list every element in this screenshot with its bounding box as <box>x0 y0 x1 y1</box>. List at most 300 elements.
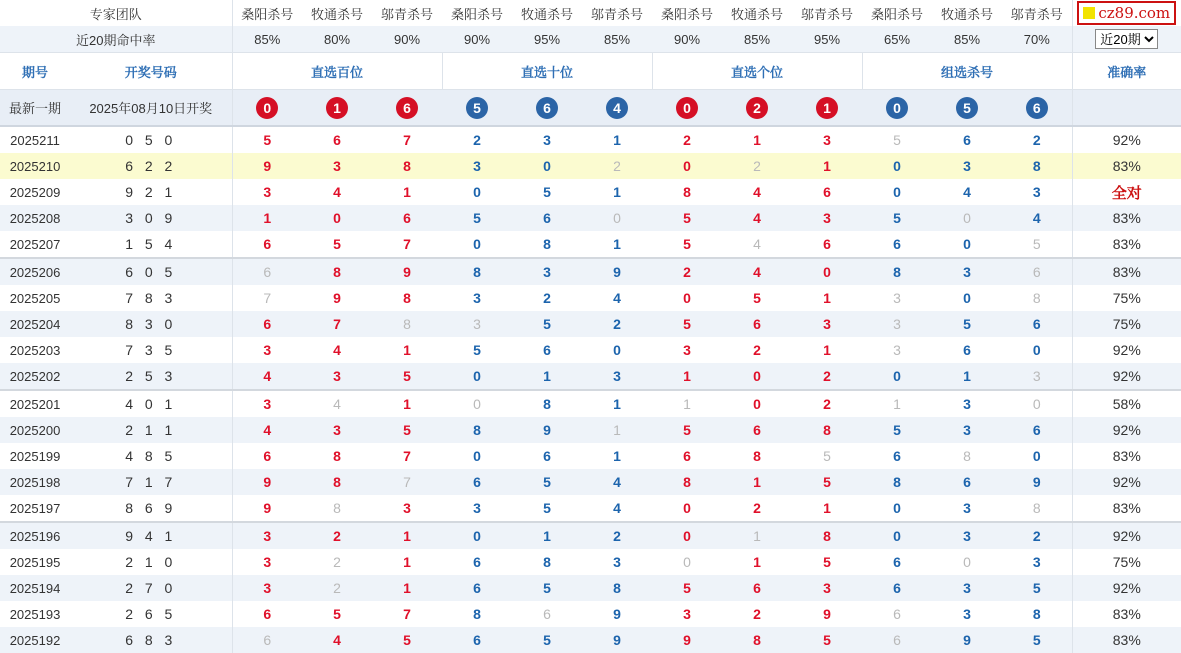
kill-number: 2 <box>473 132 481 148</box>
kill-number: 3 <box>442 311 512 337</box>
kill-number: 0 <box>683 290 691 306</box>
kill-number: 8 <box>302 469 372 495</box>
kill-number: 0 <box>932 205 1002 231</box>
draw-number: 1 5 4 <box>125 236 177 252</box>
kill-number: 1 <box>512 522 582 549</box>
latest-ball-cell <box>372 90 442 127</box>
latest-ball-cell <box>862 90 932 127</box>
kill-number: 3 <box>932 417 1002 443</box>
hit-rate: 85% <box>722 26 792 53</box>
group-header-hundreds: 直选百位 <box>232 53 442 90</box>
kill-number: 8 <box>512 390 582 417</box>
accuracy-value: 83% <box>1072 153 1181 179</box>
period-select-cell <box>1072 26 1181 53</box>
kill-number: 0 <box>963 290 971 306</box>
kill-number: 9 <box>932 627 1002 653</box>
kill-number: 3 <box>862 311 932 337</box>
kill-number: 5 <box>893 132 901 148</box>
kill-number: 6 <box>1002 311 1072 337</box>
latest-ball-cell <box>932 90 1002 127</box>
kill-number: 1 <box>613 236 621 252</box>
kill-number: 0 <box>473 184 481 200</box>
kill-number: 5 <box>473 342 481 358</box>
accuracy-value: 92% <box>1072 417 1181 443</box>
issue-number: 2025201 <box>0 390 70 417</box>
expert-name: 桑阳杀号 <box>862 0 932 26</box>
expert-name: 邬青杀号 <box>1002 0 1072 26</box>
kill-number: 8 <box>333 448 341 464</box>
draw-number: 4 0 1 <box>70 390 232 417</box>
kill-number: 0 <box>652 153 722 179</box>
kill-number: 4 <box>302 627 372 653</box>
kill-number: 4 <box>1002 205 1072 231</box>
kill-number: 8 <box>1032 606 1041 622</box>
number-ball: 0 <box>886 97 908 119</box>
issue-header: 期号 <box>0 53 70 90</box>
group-header-units: 直选个位 <box>652 53 862 90</box>
kill-number: 0 <box>442 390 512 417</box>
kill-number: 8 <box>442 417 512 443</box>
expert-name: 桑阳杀号 <box>652 0 722 26</box>
kill-number: 5 <box>862 205 932 231</box>
kill-number: 6 <box>333 132 341 148</box>
kill-number: 6 <box>862 575 932 601</box>
kill-number: 2 <box>722 153 792 179</box>
kill-number: 1 <box>613 132 621 148</box>
issue-number: 2025207 <box>9 236 61 252</box>
kill-number: 2 <box>582 522 652 549</box>
history-row <box>0 549 1181 575</box>
history-row <box>0 153 1181 179</box>
issue-number: 2025208 <box>0 205 70 231</box>
kill-number: 2 <box>543 290 551 306</box>
expert-name: 邬青杀号 <box>372 0 442 26</box>
hit-rate: 95% <box>792 26 862 53</box>
history-row <box>0 337 1181 363</box>
number-ball: 4 <box>606 97 628 119</box>
kill-number: 3 <box>442 153 512 179</box>
history-row <box>0 601 1181 627</box>
kill-number: 5 <box>652 311 722 337</box>
kill-number: 8 <box>1032 290 1041 306</box>
kill-number: 6 <box>823 236 831 252</box>
draw-number: 6 2 2 <box>70 153 232 179</box>
latest-issue-row <box>0 90 1181 127</box>
kill-number: 2 <box>652 258 722 285</box>
kill-number: 3 <box>1032 184 1041 200</box>
number-ball: 6 <box>1026 97 1048 119</box>
draw-number: 7 1 7 <box>70 469 232 495</box>
kill-number: 2 <box>1032 132 1041 148</box>
kill-number: 1 <box>372 390 442 417</box>
period-select[interactable] <box>1095 29 1158 49</box>
history-row <box>0 363 1181 390</box>
kill-number: 8 <box>792 522 862 549</box>
issue-number: 2025193 <box>9 606 61 622</box>
kill-number: 9 <box>613 606 621 622</box>
accuracy-value: 83% <box>1072 601 1181 627</box>
accuracy-value: 75% <box>1072 549 1181 575</box>
kill-number: 1 <box>792 153 862 179</box>
number-ball: 6 <box>396 97 418 119</box>
kill-number: 3 <box>473 500 481 516</box>
history-row <box>0 390 1181 417</box>
kill-number: 2 <box>753 500 761 516</box>
hit-rate: 95% <box>512 26 582 53</box>
kill-number: 4 <box>722 205 792 231</box>
kill-number: 4 <box>722 258 792 285</box>
kill-number: 4 <box>232 417 302 443</box>
hit-rate: 85% <box>232 26 302 53</box>
history-row <box>0 205 1181 231</box>
kill-number: 8 <box>753 448 761 464</box>
kill-number: 2 <box>792 390 862 417</box>
kill-number: 1 <box>722 469 792 495</box>
history-row <box>0 258 1181 285</box>
history-row <box>0 469 1181 495</box>
kill-number: 0 <box>512 153 582 179</box>
expert-name: 牧通杀号 <box>512 0 582 26</box>
kill-number: 6 <box>543 448 551 464</box>
accuracy-value: 83% <box>1072 627 1181 653</box>
kill-number: 0 <box>792 258 862 285</box>
issue-number: 2025197 <box>9 500 61 516</box>
kill-number: 3 <box>893 290 901 306</box>
expert-header-row <box>0 0 1181 26</box>
kill-number: 6 <box>442 575 512 601</box>
expert-name: 邬青杀号 <box>582 0 652 26</box>
kill-number: 8 <box>372 311 442 337</box>
kill-number: 0 <box>582 205 652 231</box>
kill-number: 3 <box>613 554 621 570</box>
kill-number: 4 <box>613 290 621 306</box>
expert-name: 桑阳杀号 <box>232 0 302 26</box>
issue-number: 2025195 <box>9 554 61 570</box>
latest-date: 2025年08月10日开奖 <box>70 90 232 127</box>
hit-rate-row <box>0 26 1181 53</box>
issue-number: 2025200 <box>0 417 70 443</box>
kill-number: 0 <box>963 236 971 252</box>
kill-number: 6 <box>232 311 302 337</box>
kill-number: 3 <box>792 205 862 231</box>
accuracy-value: 75% <box>1072 285 1181 311</box>
kill-number: 6 <box>543 606 551 622</box>
kill-number: 1 <box>652 390 722 417</box>
kill-number: 0 <box>652 522 722 549</box>
history-row <box>0 522 1181 549</box>
accuracy-value: 92% <box>1072 363 1181 390</box>
kill-number: 3 <box>683 606 691 622</box>
latest-ball-cell <box>512 90 582 127</box>
expert-name: 牧通杀号 <box>722 0 792 26</box>
kill-number: 5 <box>372 363 442 390</box>
accuracy-value: 92% <box>1072 126 1181 153</box>
kill-number: 7 <box>232 285 302 311</box>
kill-number: 1 <box>512 363 582 390</box>
kill-number: 0 <box>302 205 372 231</box>
kill-number: 5 <box>232 126 302 153</box>
kill-number: 6 <box>232 627 302 653</box>
kill-number: 0 <box>893 500 901 516</box>
draw-number: 2 1 0 <box>125 554 177 570</box>
draw-number: 9 4 1 <box>70 522 232 549</box>
kill-number: 1 <box>403 554 411 570</box>
number-ball: 0 <box>676 97 698 119</box>
latest-ball-cell <box>302 90 372 127</box>
kill-number: 6 <box>932 469 1002 495</box>
cz89-logo[interactable] <box>1077 1 1176 25</box>
kill-number: 8 <box>403 290 411 306</box>
kill-number: 6 <box>473 554 481 570</box>
kill-number: 3 <box>302 417 372 443</box>
kill-number: 6 <box>442 469 512 495</box>
hit-rate: 65% <box>862 26 932 53</box>
kill-number: 5 <box>442 205 512 231</box>
kill-number: 6 <box>683 448 691 464</box>
kill-number: 1 <box>823 500 831 516</box>
kill-number: 7 <box>403 236 411 252</box>
kill-number: 9 <box>372 258 442 285</box>
issue-number: 2025205 <box>9 290 61 306</box>
kill-number: 5 <box>652 205 722 231</box>
kill-number: 3 <box>232 390 302 417</box>
kill-number: 8 <box>543 554 551 570</box>
kill-number: 1 <box>753 554 761 570</box>
kill-number: 6 <box>442 627 512 653</box>
kill-number: 3 <box>792 575 862 601</box>
kill-number: 3 <box>932 258 1002 285</box>
issue-number: 2025211 <box>10 132 60 148</box>
kill-number: 1 <box>862 390 932 417</box>
expert-name: 桑阳杀号 <box>442 0 512 26</box>
kill-number: 7 <box>403 606 411 622</box>
kill-number: 7 <box>403 448 411 464</box>
kill-number: 0 <box>722 390 792 417</box>
kill-number: 5 <box>932 311 1002 337</box>
latest-ball-cell <box>442 90 512 127</box>
issue-number: 2025202 <box>0 363 70 390</box>
kill-number: 6 <box>722 417 792 443</box>
accuracy-header: 准确率 <box>1072 53 1181 90</box>
number-ball: 5 <box>956 97 978 119</box>
draw-header: 开奖号码 <box>70 53 232 90</box>
kill-number: 5 <box>512 575 582 601</box>
issue-number: 2025196 <box>0 522 70 549</box>
latest-ball-cell <box>722 90 792 127</box>
accuracy-value: 83% <box>1072 495 1181 522</box>
kill-number: 0 <box>1002 390 1072 417</box>
kill-number: 3 <box>232 549 302 575</box>
kill-number: 2 <box>333 554 341 570</box>
draw-number: 8 6 9 <box>125 500 177 516</box>
accuracy-value: 83% <box>1072 231 1181 258</box>
kill-number: 1 <box>372 575 442 601</box>
kill-number: 9 <box>582 627 652 653</box>
kill-number: 5 <box>792 627 862 653</box>
kill-number: 8 <box>582 575 652 601</box>
kill-number: 5 <box>1032 236 1041 252</box>
kill-number: 2 <box>582 311 652 337</box>
latest-ball-cell <box>652 90 722 127</box>
kill-number: 8 <box>372 153 442 179</box>
expert-name: 牧通杀号 <box>932 0 1002 26</box>
kill-number: 5 <box>823 448 831 464</box>
history-row <box>0 495 1181 522</box>
issue-number: 2025210 <box>0 153 70 179</box>
kill-number: 6 <box>232 258 302 285</box>
kill-number: 4 <box>333 342 341 358</box>
kill-number: 5 <box>753 290 761 306</box>
kill-number: 1 <box>403 342 411 358</box>
latest-ball-cell <box>792 90 862 127</box>
kill-number: 7 <box>372 469 442 495</box>
draw-number: 2 1 1 <box>70 417 232 443</box>
number-ball: 2 <box>746 97 768 119</box>
kill-number: 1 <box>613 184 621 200</box>
kill-number: 5 <box>512 627 582 653</box>
kill-number: 6 <box>543 342 551 358</box>
kill-number: 1 <box>372 522 442 549</box>
logo-cell <box>1072 0 1181 26</box>
kill-number: 5 <box>543 184 551 200</box>
history-row <box>0 575 1181 601</box>
kill-number: 3 <box>932 575 1002 601</box>
group-header-group-kill: 组选杀号 <box>862 53 1072 90</box>
kill-number: 6 <box>512 205 582 231</box>
kill-number: 9 <box>1002 469 1072 495</box>
kill-number: 6 <box>893 606 901 622</box>
kill-number: 2 <box>1002 522 1072 549</box>
kill-number: 2 <box>302 575 372 601</box>
logo-square-icon <box>1083 7 1095 19</box>
kill-number: 1 <box>932 363 1002 390</box>
kill-number: 4 <box>582 469 652 495</box>
history-row <box>0 417 1181 443</box>
latest-ball-cell <box>582 90 652 127</box>
hit-rate: 90% <box>372 26 442 53</box>
kill-number: 8 <box>683 184 691 200</box>
column-header-row <box>0 53 1181 90</box>
issue-number: 2025198 <box>0 469 70 495</box>
kill-number: 5 <box>823 554 831 570</box>
draw-number: 2 5 3 <box>70 363 232 390</box>
kill-number: 0 <box>1032 342 1041 358</box>
latest-ball-cell <box>1002 90 1072 127</box>
kill-number: 9 <box>232 469 302 495</box>
draw-number: 6 8 3 <box>70 627 232 653</box>
kill-number: 8 <box>543 236 551 252</box>
kill-number: 1 <box>582 417 652 443</box>
kill-number: 3 <box>232 179 302 205</box>
kill-number: 3 <box>512 258 582 285</box>
kill-number: 6 <box>1002 258 1072 285</box>
kill-number: 8 <box>652 469 722 495</box>
draw-number: 0 5 0 <box>125 132 177 148</box>
kill-number: 1 <box>753 132 761 148</box>
kill-number: 0 <box>963 554 971 570</box>
kill-number: 5 <box>652 417 722 443</box>
kill-number: 6 <box>232 231 302 258</box>
accuracy-value: 83% <box>1072 205 1181 231</box>
kill-number: 6 <box>232 601 302 627</box>
kill-number: 8 <box>1002 153 1072 179</box>
kill-number: 0 <box>442 522 512 549</box>
kill-number: 1 <box>722 522 792 549</box>
hit-rate: 90% <box>652 26 722 53</box>
kill-number: 0 <box>683 554 691 570</box>
kill-number: 5 <box>512 311 582 337</box>
logo-text: cz89.com <box>1098 4 1171 22</box>
kill-number: 3 <box>1032 554 1041 570</box>
kill-number: 5 <box>1002 575 1072 601</box>
kill-number: 4 <box>333 184 341 200</box>
kill-number: 8 <box>442 258 512 285</box>
draw-number: 4 8 5 <box>125 448 177 464</box>
latest-accuracy-empty <box>1072 90 1181 127</box>
kill-number: 6 <box>722 311 792 337</box>
kill-number: 3 <box>302 153 372 179</box>
kill-number: 4 <box>613 500 621 516</box>
issue-number: 2025204 <box>0 311 70 337</box>
kill-number: 3 <box>932 153 1002 179</box>
kill-number: 3 <box>1002 363 1072 390</box>
kill-number: 0 <box>1032 448 1041 464</box>
kill-number: 3 <box>963 606 971 622</box>
hit-rate: 85% <box>932 26 1002 53</box>
group-header-tens: 直选十位 <box>442 53 652 90</box>
kill-number: 0 <box>473 236 481 252</box>
accuracy-value: 92% <box>1072 522 1181 549</box>
history-row <box>0 231 1181 258</box>
hit-rate: 70% <box>1002 26 1072 53</box>
kill-number: 0 <box>473 448 481 464</box>
kill-number: 5 <box>333 236 341 252</box>
draw-number: 3 0 9 <box>70 205 232 231</box>
accuracy-value: 全对 <box>1072 179 1181 205</box>
number-ball: 0 <box>256 97 278 119</box>
kill-number: 4 <box>302 390 372 417</box>
kill-number: 8 <box>473 606 481 622</box>
kill-number: 3 <box>473 290 481 306</box>
kill-number: 4 <box>753 236 761 252</box>
kill-number: 3 <box>543 132 551 148</box>
expert-name: 牧通杀号 <box>302 0 372 26</box>
number-ball: 6 <box>536 97 558 119</box>
history-row <box>0 285 1181 311</box>
kill-number: 0 <box>862 522 932 549</box>
kill-number: 9 <box>823 606 831 622</box>
kill-number: 2 <box>302 522 372 549</box>
kill-number: 8 <box>862 258 932 285</box>
kill-number: 6 <box>963 132 971 148</box>
kill-number: 4 <box>753 184 761 200</box>
draw-number: 6 0 5 <box>70 258 232 285</box>
kill-number: 3 <box>963 500 971 516</box>
kill-number: 6 <box>963 342 971 358</box>
kill-number: 5 <box>333 606 341 622</box>
issue-number: 2025199 <box>9 448 61 464</box>
history-row <box>0 311 1181 337</box>
issue-number: 2025209 <box>9 184 61 200</box>
kill-number: 0 <box>722 363 792 390</box>
kill-number: 1 <box>823 290 831 306</box>
kill-number: 5 <box>543 500 551 516</box>
kill-number: 8 <box>862 469 932 495</box>
kill-number: 0 <box>862 153 932 179</box>
number-ball: 1 <box>326 97 348 119</box>
kill-number: 3 <box>582 363 652 390</box>
draw-number: 2 7 0 <box>70 575 232 601</box>
